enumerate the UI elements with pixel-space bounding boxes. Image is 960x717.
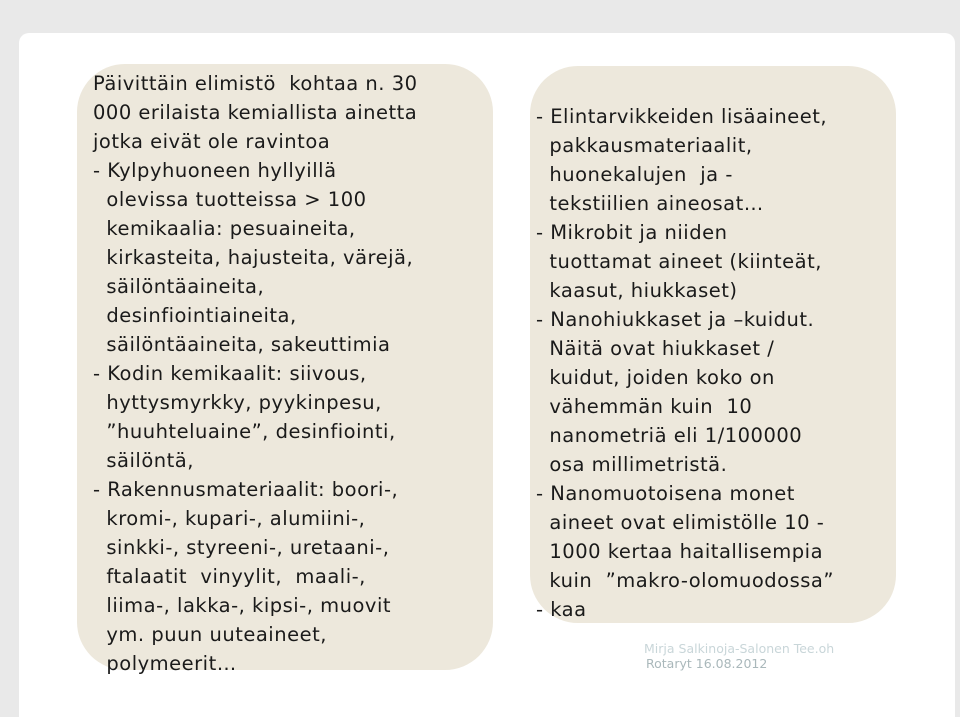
text-line: säilöntä, bbox=[93, 449, 194, 472]
text-line: kaasut, hiukkaset) bbox=[536, 279, 738, 302]
text-line: tuottamat aineet (kiinteät, bbox=[536, 250, 822, 273]
text-line: osa millimetristä. bbox=[536, 453, 728, 476]
text-line: kuidut, joiden koko on bbox=[536, 366, 775, 389]
text-line: vähemmän kuin 10 bbox=[536, 395, 753, 418]
text-line: ym. puun uuteaineet, bbox=[93, 623, 327, 646]
text-line: liima-, lakka-, kipsi-, muovit bbox=[93, 594, 392, 617]
text-line: pakkausmateriaalit, bbox=[536, 134, 753, 157]
text-line: - Kodin kemikaalit: siivous, bbox=[93, 362, 367, 385]
text-line: huonekalujen ja - bbox=[536, 163, 733, 186]
text-line: ”huuhteluaine”, desinfiointi, bbox=[93, 420, 396, 443]
text-line: tekstiilien aineosat… bbox=[536, 192, 764, 215]
text-line: jotka eivät ole ravintoa bbox=[93, 130, 331, 153]
text-line: sinkki-, styreeni-, uretaani-, bbox=[93, 536, 390, 559]
text-line: ftalaatit vinyylit, maali-, bbox=[93, 565, 366, 588]
text-line: kirkasteita, hajusteita, värejä, bbox=[93, 246, 414, 269]
text-line: olevissa tuotteissa > 100 bbox=[93, 188, 367, 211]
text-line: - Nanomuotoisena monet bbox=[536, 482, 795, 505]
text-line: - kaa bbox=[536, 598, 587, 621]
text-line: Päivittäin elimistö kohtaa n. 30 bbox=[93, 72, 418, 95]
text-line: - Elintarvikkeiden lisäaineet, bbox=[536, 105, 828, 128]
text-line: hyttysmyrkky, pyykinpesu, bbox=[93, 391, 382, 414]
text-line: polymeerit… bbox=[93, 652, 237, 675]
text-line: - Mikrobit ja niiden bbox=[536, 221, 728, 244]
text-line: kemikaalia: pesuaineita, bbox=[93, 217, 356, 240]
text-line: aineet ovat elimistölle 10 - bbox=[536, 511, 825, 534]
text-line: kromi-, kupari-, alumiini-, bbox=[93, 507, 366, 530]
footer-org-date: Rotaryt 16.08.2012 bbox=[646, 656, 768, 671]
text-line: - Kylpyhuoneen hyllyillä bbox=[93, 159, 337, 182]
text-line: Näitä ovat hiukkaset / bbox=[536, 337, 775, 360]
text-line: desinfiointiaineita, bbox=[93, 304, 297, 327]
footer-author: Mirja Salkinoja-Salonen Tee.oh bbox=[644, 641, 835, 656]
text-line: 1000 kertaa haitallisempia bbox=[536, 540, 824, 563]
right-text-box bbox=[530, 66, 896, 623]
text-line: - Rakennusmateriaalit: boori-, bbox=[93, 478, 399, 501]
text-line: 000 erilaista kemiallista ainetta bbox=[93, 101, 418, 124]
text-line: säilöntäaineita, bbox=[93, 275, 265, 298]
text-line: säilöntäaineita, sakeuttimia bbox=[93, 333, 391, 356]
text-line: - Nanohiukkaset ja –kuidut. bbox=[536, 308, 815, 331]
text-line: nanometriä eli 1/100000 bbox=[536, 424, 803, 447]
left-text-box bbox=[77, 64, 493, 675]
text-line: kuin ”makro-olomuodossa” bbox=[536, 569, 834, 592]
